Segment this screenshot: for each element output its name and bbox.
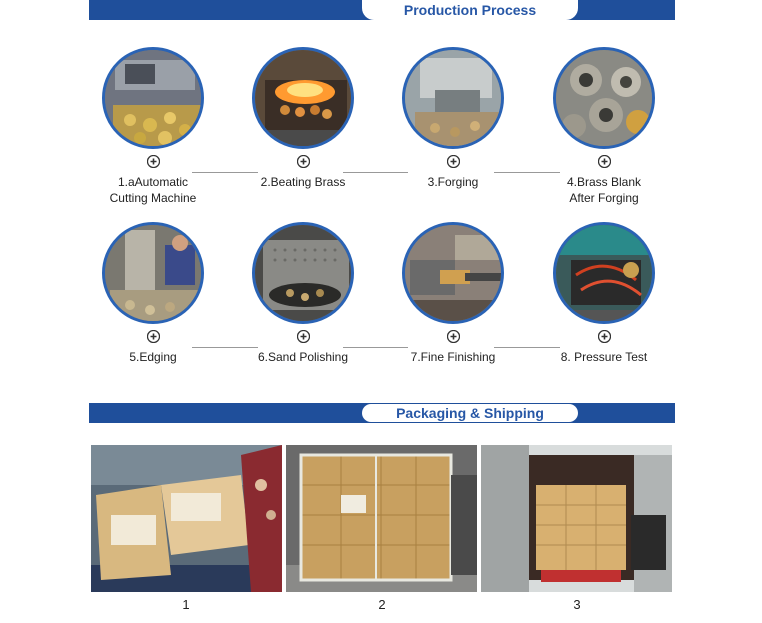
step-caption bbox=[383, 349, 523, 365]
step-caption-line2: Cutting Machine bbox=[109, 191, 197, 205]
plus-icon bbox=[598, 155, 611, 168]
photo-number: 3 bbox=[573, 597, 581, 612]
step-caption bbox=[383, 174, 523, 190]
step-caption bbox=[83, 349, 223, 365]
step-caption-line1: 3.Forging bbox=[427, 175, 479, 189]
beating-brass-image bbox=[252, 47, 354, 149]
plus-icon bbox=[447, 330, 460, 343]
photo-number: 2 bbox=[378, 597, 386, 612]
step-caption-line1: 2.Beating Brass bbox=[260, 175, 346, 189]
step-caption-line1: 5.Edging bbox=[129, 350, 177, 364]
step-caption-line2: After Forging bbox=[569, 191, 639, 205]
production-process-title: Production Process bbox=[362, 0, 578, 20]
step-caption bbox=[534, 349, 674, 365]
step-caption bbox=[534, 174, 674, 206]
process-step-8 bbox=[534, 222, 674, 365]
step-caption bbox=[233, 349, 373, 365]
pressure-test-image bbox=[553, 222, 655, 324]
fine-finishing-image bbox=[402, 222, 504, 324]
plus-icon bbox=[147, 330, 160, 343]
cutting-machine-image bbox=[102, 47, 204, 149]
process-step-2 bbox=[233, 47, 373, 190]
process-step-1 bbox=[83, 47, 223, 206]
packaging-photo-2 bbox=[286, 445, 477, 592]
packaging-photo-3 bbox=[481, 445, 672, 592]
photo-number: 1 bbox=[182, 597, 190, 612]
brass-blank-image bbox=[553, 47, 655, 149]
plus-icon bbox=[147, 155, 160, 168]
production-process-banner bbox=[89, 0, 675, 20]
edging-image bbox=[102, 222, 204, 324]
process-step-5 bbox=[83, 222, 223, 365]
process-step-7 bbox=[383, 222, 523, 365]
step-caption-line1: 7.Fine Finishing bbox=[410, 350, 496, 364]
step-caption bbox=[233, 174, 373, 190]
forging-image bbox=[402, 47, 504, 149]
plus-icon bbox=[447, 155, 460, 168]
process-step-3 bbox=[383, 47, 523, 190]
plus-icon bbox=[297, 330, 310, 343]
sand-polishing-image bbox=[252, 222, 354, 324]
packaging-shipping-banner bbox=[89, 403, 675, 423]
plus-icon bbox=[297, 155, 310, 168]
step-caption-line1: 8. Pressure Test bbox=[560, 350, 648, 364]
packaging-photo-1 bbox=[91, 445, 282, 592]
process-step-4 bbox=[534, 47, 674, 206]
step-caption-line1: 4.Brass Blank bbox=[566, 175, 642, 189]
step-caption-line1: 6.Sand Polishing bbox=[257, 350, 349, 364]
plus-icon bbox=[598, 330, 611, 343]
process-step-6 bbox=[233, 222, 373, 365]
packaging-shipping-title: Packaging & Shipping bbox=[362, 404, 578, 422]
step-caption-line1: 1.aAutomatic bbox=[117, 175, 189, 189]
step-caption bbox=[83, 174, 223, 206]
